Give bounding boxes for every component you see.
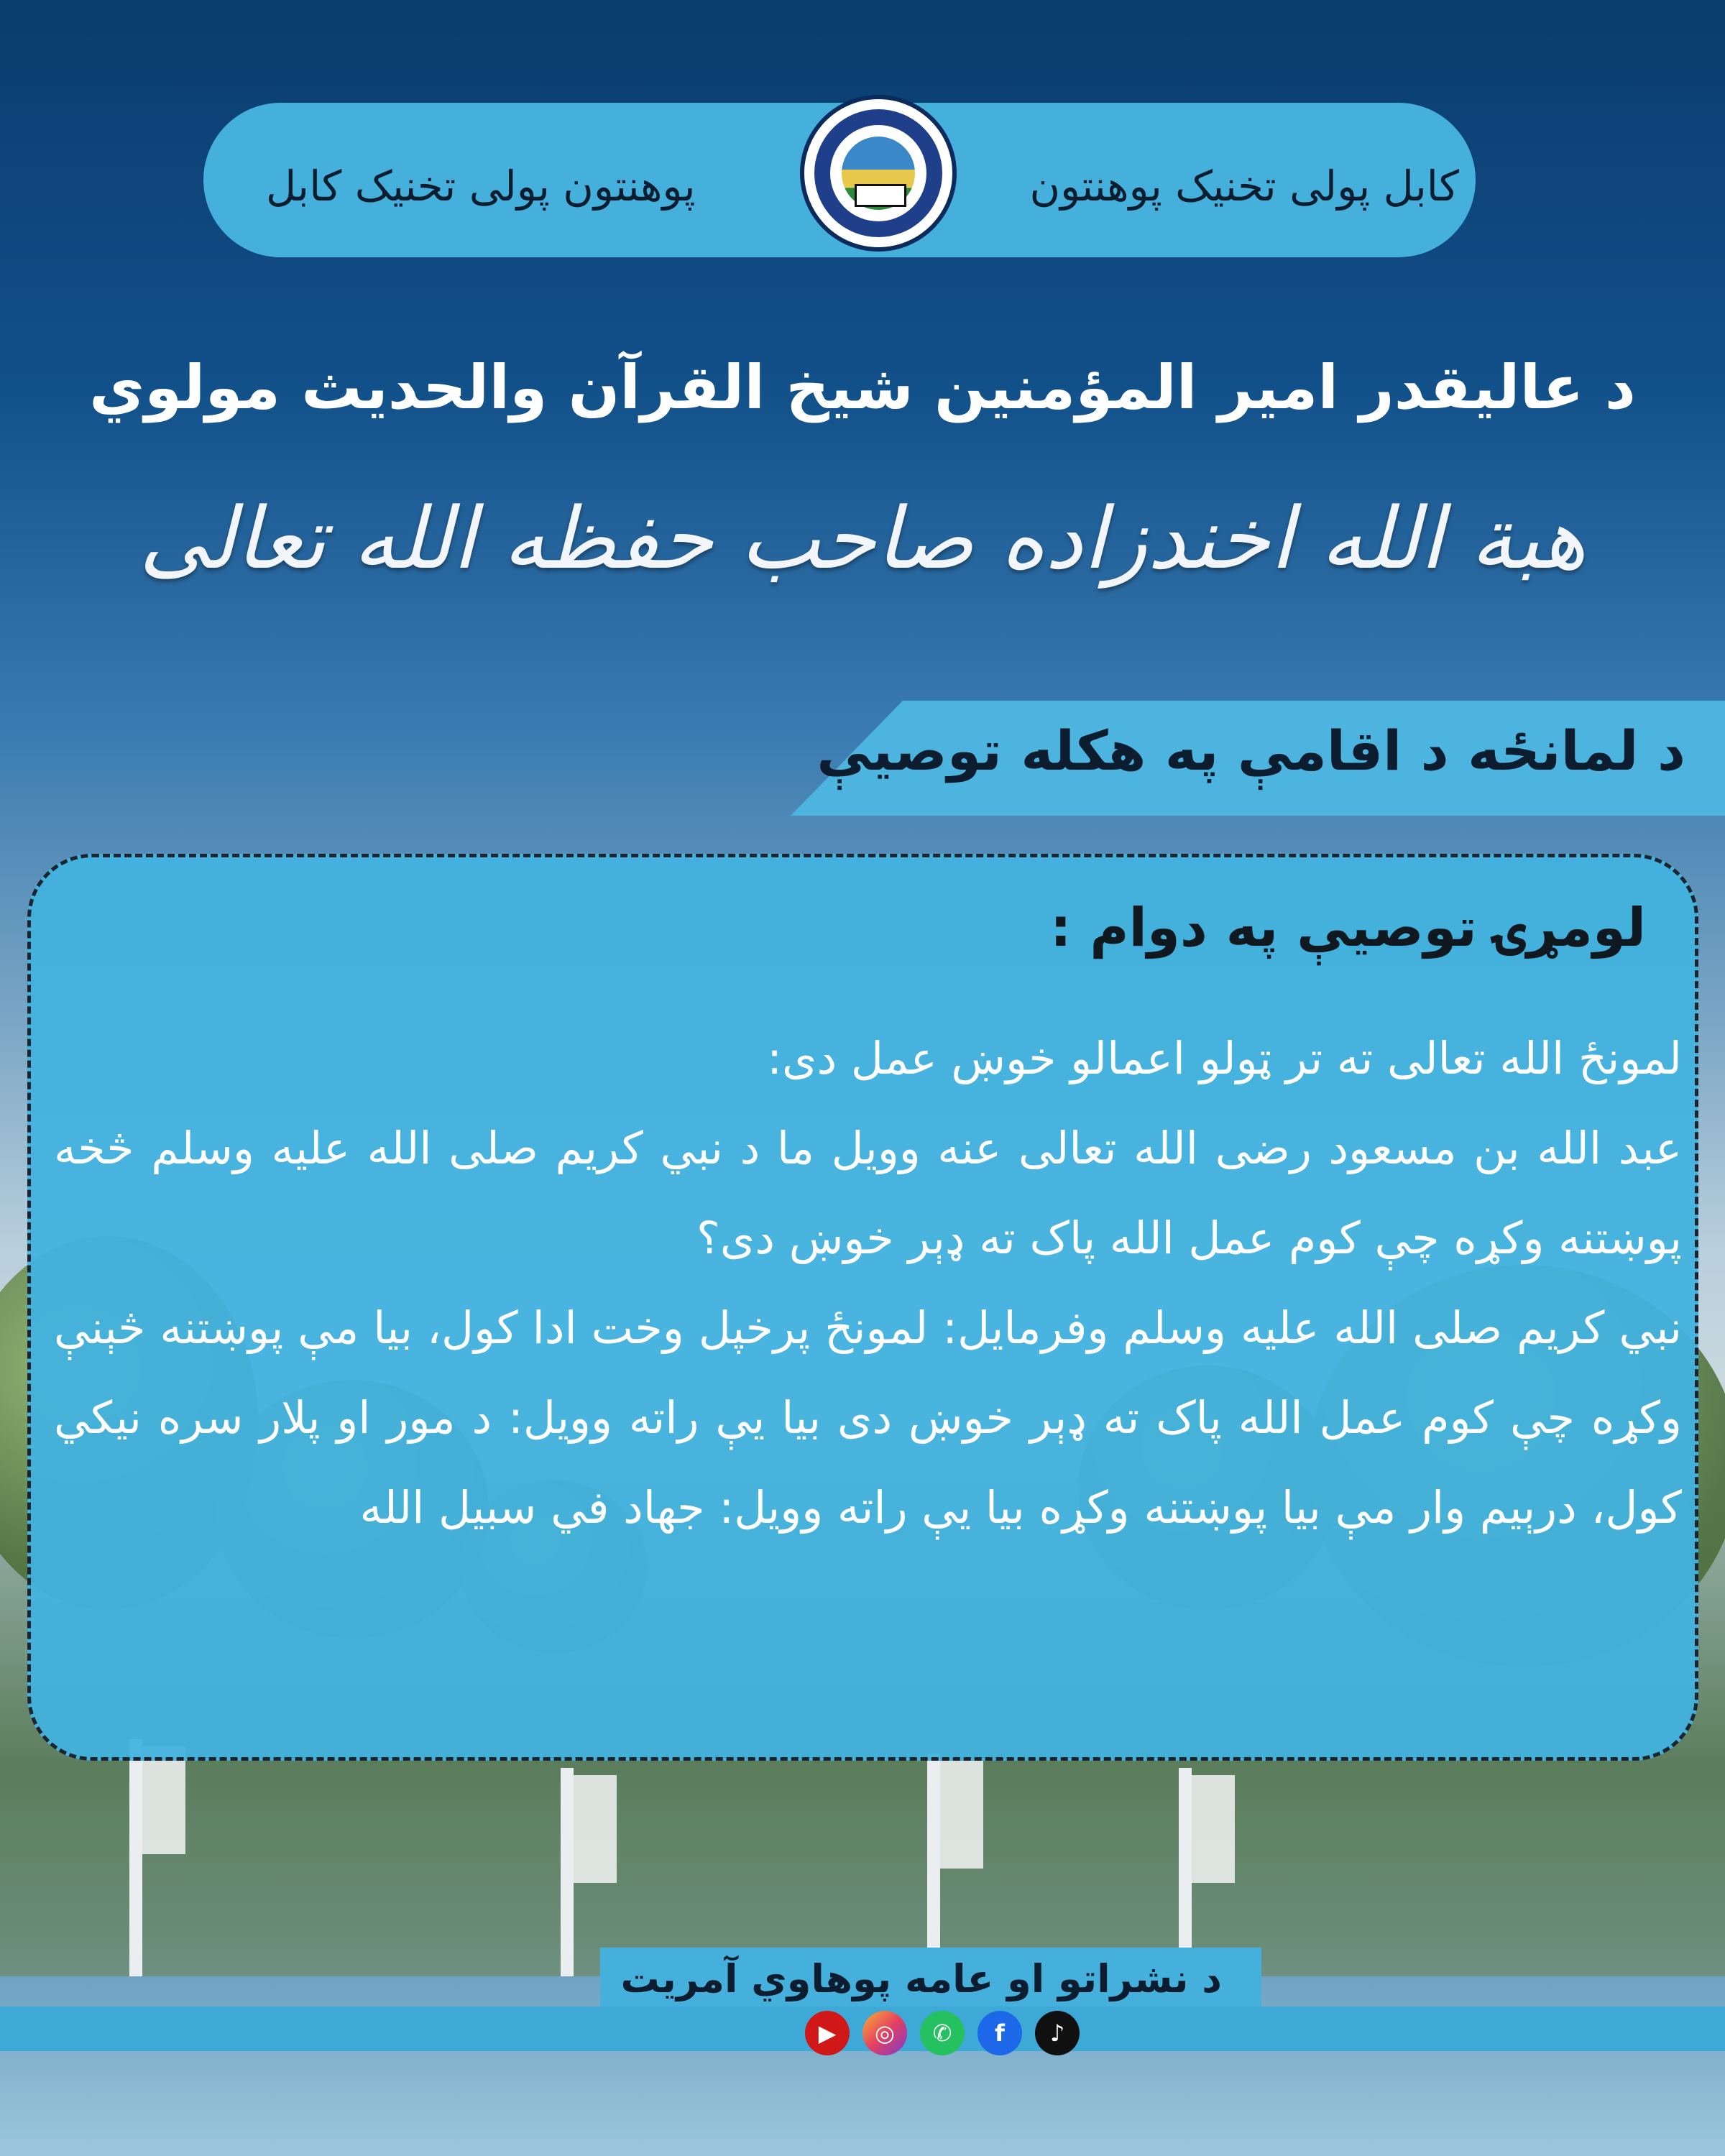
header-left-text: پوهنتون پولی تخنیک کابل bbox=[266, 162, 696, 211]
page-title: د عالیقدر امیر المؤمنین شیخ القرآن والحدیث مولوي bbox=[89, 352, 1636, 423]
tiktok-icon[interactable]: ♪ bbox=[1035, 2011, 1080, 2055]
content-paragraph: عبد الله بن مسعود رضی الله تعالی عنه وویل ما د نبي کریم صلی الله علیه وسلم څخه پوښتنه وکړه چې کوم عمل الله پاک ته ډېر خوښ دی؟ bbox=[54, 1122, 1682, 1264]
facebook-icon[interactable]: f bbox=[978, 2011, 1022, 2055]
content-body bbox=[54, 1013, 1682, 1552]
instagram-icon[interactable]: ◎ bbox=[862, 2011, 907, 2055]
content-paragraph: لمونځ الله تعالی ته تر ټولو اعمالو خوښ عمل دی: bbox=[767, 1032, 1682, 1084]
header-right-text: کابل پولی تخنیک پوهنتون bbox=[1029, 162, 1459, 211]
footer-text: د نشراتو او عامه پوهاوي آمریت bbox=[620, 1956, 1222, 2001]
content-paragraph: نبي کریم صلی الله علیه وسلم وفرمایل: لمونځ پرخپل وخت ادا کول، بیا مې پوښتنه څېنې وکړه چې کوم عمل الله پاک ته ډېر خوښ دی بیا یې راته وویل: د مور او پلار سره نیکي کول، درېیم وار مې بیا پوښتنه وکړه بیا یې راته وویل: جهاد في سبیل الله bbox=[54, 1302, 1682, 1534]
university-logo bbox=[800, 95, 957, 252]
calligraphy-name: هبة الله اخندزاده صاحب حفظه الله تعالی bbox=[139, 489, 1586, 588]
whatsapp-icon[interactable]: ✆ bbox=[920, 2011, 965, 2055]
content-subheading: لومړۍ توصیې په دوام : bbox=[1049, 897, 1646, 959]
section-title: د لمانځه د اقامې په هکله توصیې bbox=[816, 719, 1685, 783]
logo-book-icon bbox=[855, 184, 906, 207]
social-links bbox=[805, 2011, 1080, 2057]
youtube-icon[interactable]: ▶ bbox=[805, 2011, 850, 2055]
